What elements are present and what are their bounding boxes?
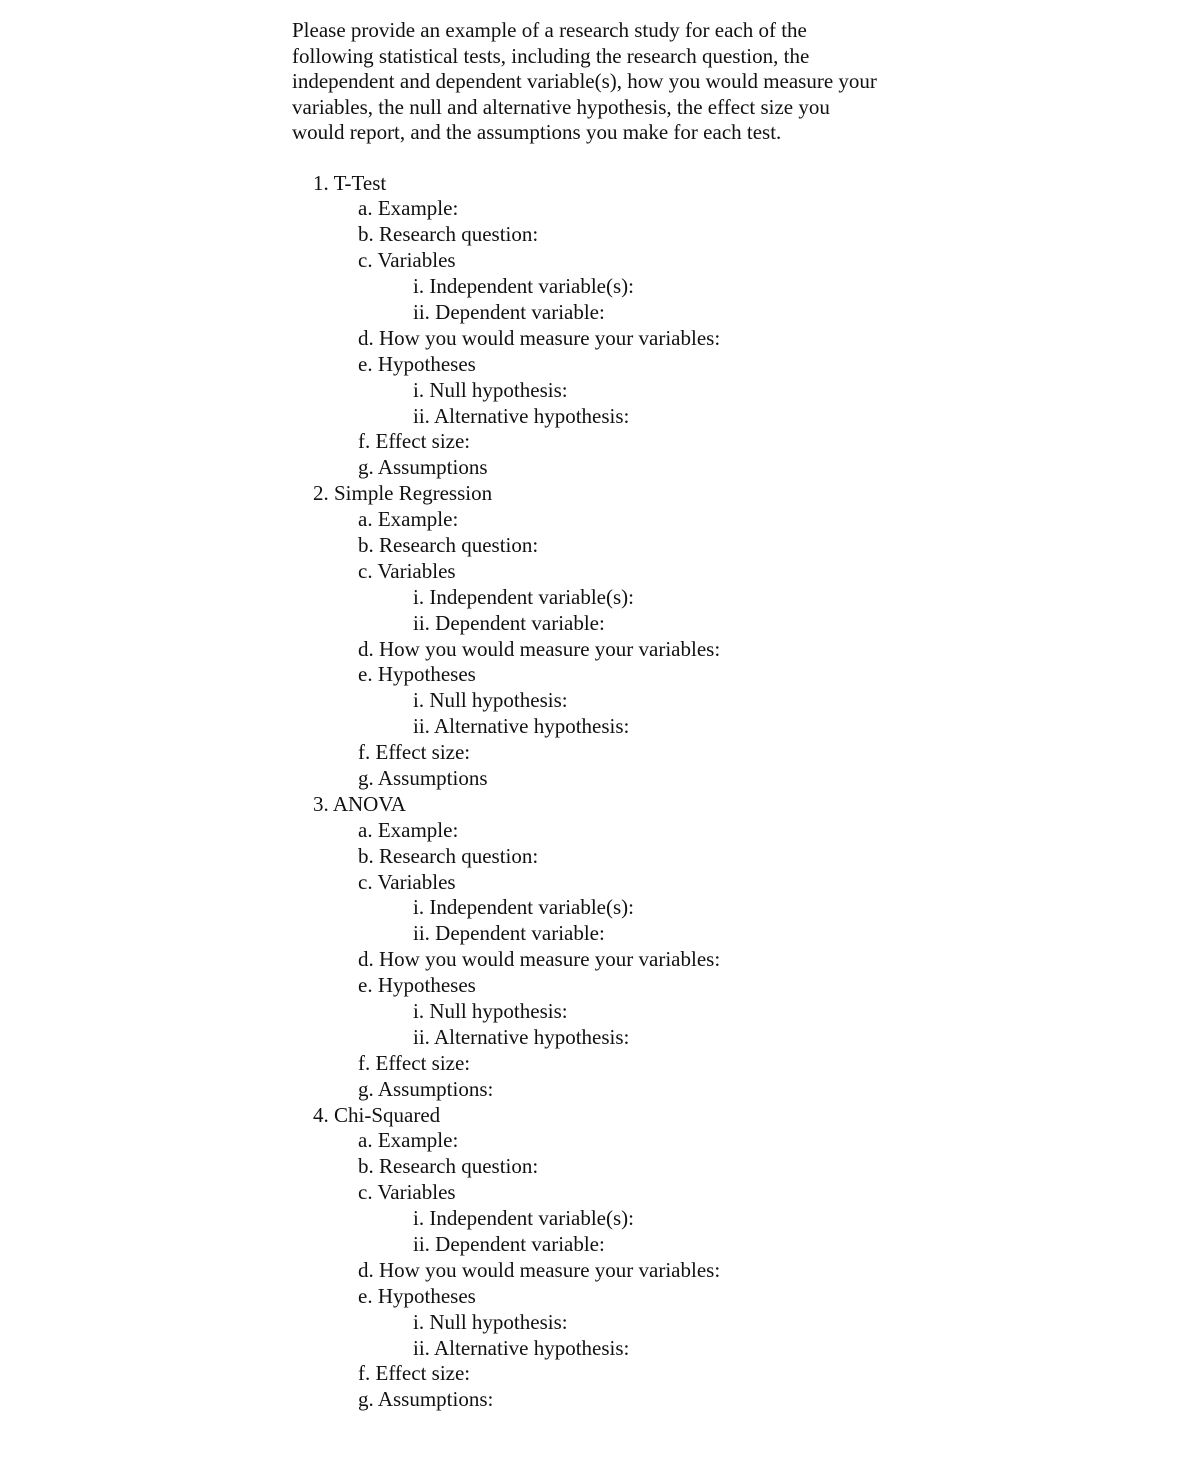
test-number: 1.: [313, 170, 329, 195]
item-research-question: b. Research question:: [358, 1154, 539, 1179]
test-title: Simple Regression: [334, 481, 493, 506]
item-dependent-variable: ii. Dependent variable:: [413, 1232, 605, 1257]
item-example: a. Example:: [358, 1128, 459, 1153]
item-alternative-hypothesis: ii. Alternative hypothesis:: [413, 1024, 630, 1049]
item-example: a. Example:: [358, 196, 459, 221]
item-variables: c. Variables: [358, 248, 456, 273]
item-alternative-hypothesis: ii. Alternative hypothesis:: [413, 1335, 630, 1360]
test-section-t-test: [292, 171, 892, 482]
test-number: 3.: [313, 791, 329, 816]
item-assumptions: g. Assumptions:: [358, 1387, 494, 1412]
test-heading: [292, 481, 892, 507]
item-alternative-hypothesis: ii. Alternative hypothesis:: [413, 714, 630, 739]
item-example: a. Example:: [358, 507, 459, 532]
test-heading: [292, 792, 892, 818]
test-heading: [292, 1103, 892, 1129]
item-variables: c. Variables: [358, 558, 456, 583]
test-section-simple-regression: [292, 481, 892, 792]
item-hypotheses: e. Hypotheses: [358, 973, 476, 998]
item-hypotheses: e. Hypotheses: [358, 1283, 476, 1308]
item-independent-variable: i. Independent variable(s):: [413, 584, 634, 609]
item-effect-size: f. Effect size:: [358, 429, 471, 454]
item-dependent-variable: ii. Dependent variable:: [413, 299, 605, 324]
item-null-hypothesis: i. Null hypothesis:: [413, 1309, 568, 1334]
item-effect-size: f. Effect size:: [358, 740, 471, 765]
item-null-hypothesis: i. Null hypothesis:: [413, 377, 568, 402]
item-example: a. Example:: [358, 817, 459, 842]
test-section-anova: [292, 792, 892, 1103]
item-alternative-hypothesis: ii. Alternative hypothesis:: [413, 403, 630, 428]
item-variables: c. Variables: [358, 869, 456, 894]
item-independent-variable: i. Independent variable(s):: [413, 895, 634, 920]
test-title: ANOVA: [332, 791, 406, 816]
item-assumptions: g. Assumptions: [358, 455, 488, 480]
item-variables: c. Variables: [358, 1180, 456, 1205]
instructions-paragraph: Please provide an example of a research study for each of the following statistical tests, including the research question, the independent and dependent variable(s), how you would measure your variables, the null and alternative hypothesis, the effect size you would report, and the assumptions you make for each test.: [292, 18, 877, 144]
item-dependent-variable: ii. Dependent variable:: [413, 921, 605, 946]
item-hypotheses: e. Hypotheses: [358, 351, 476, 376]
item-hypotheses: e. Hypotheses: [358, 662, 476, 687]
item-null-hypothesis: i. Null hypothesis:: [413, 999, 568, 1023]
item-measure: d. How you would measure your variables:: [358, 325, 721, 350]
test-number: 2.: [313, 481, 329, 506]
test-section-chi-squared: [292, 1103, 892, 1414]
item-assumptions: g. Assumptions:: [358, 1076, 494, 1101]
item-measure: d. How you would measure your variables:: [358, 636, 721, 661]
test-heading: [292, 171, 892, 197]
test-title: T-Test: [333, 170, 387, 195]
item-null-hypothesis: i. Null hypothesis:: [413, 688, 568, 713]
item-independent-variable: i. Independent variable(s):: [413, 274, 634, 299]
item-research-question: b. Research question:: [358, 843, 539, 868]
item-assumptions: g. Assumptions: [358, 765, 488, 790]
item-measure: d. How you would measure your variables:: [358, 947, 721, 972]
item-dependent-variable: ii. Dependent variable:: [413, 610, 605, 635]
test-title: Chi-Squared: [334, 1102, 441, 1127]
item-research-question: b. Research question:: [358, 532, 539, 557]
item-measure: d. How you would measure your variables:: [358, 1257, 721, 1282]
test-outline: [292, 171, 892, 1414]
item-research-question: b. Research question:: [358, 222, 539, 247]
test-number: 4.: [313, 1102, 329, 1127]
item-independent-variable: i. Independent variable(s):: [413, 1206, 634, 1231]
item-effect-size: f. Effect size:: [358, 1050, 471, 1075]
document: [292, 18, 892, 1413]
item-effect-size: f. Effect size:: [358, 1361, 471, 1386]
